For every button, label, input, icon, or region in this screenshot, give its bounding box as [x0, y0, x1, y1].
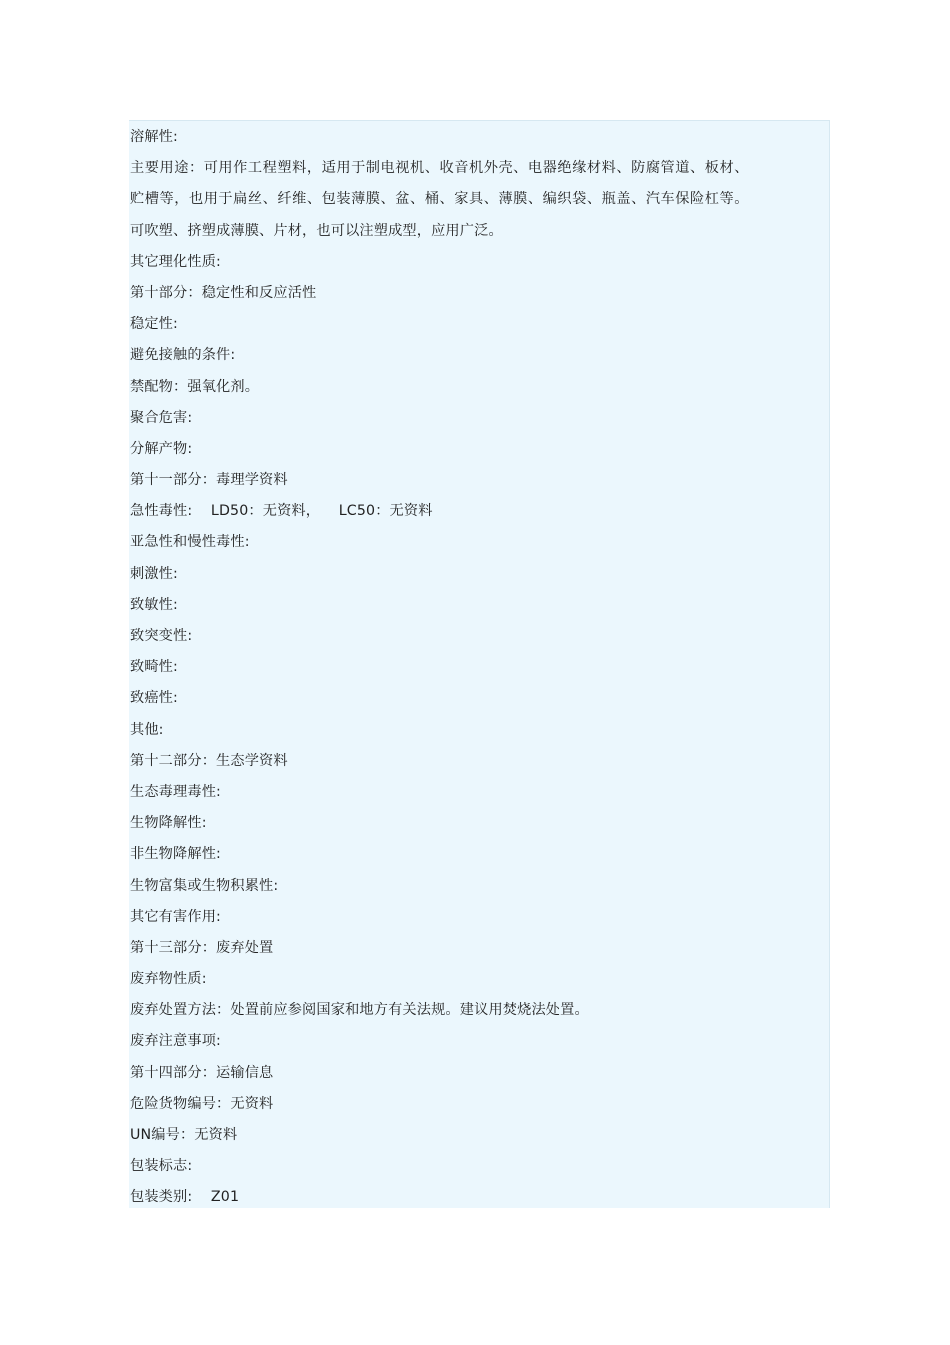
line-main-uses-cont: 贮槽等，也用于扁丝、纤维、包装薄膜、盆、桶、家具、薄膜、编织袋、瓶盖、汽车保险杠等。 [130, 191, 749, 208]
line-acute-toxicity: 急性毒性: LD50：无资料， LC50：无资料 [130, 503, 433, 520]
section-13-heading: 第十三部分：废弃处置 [130, 939, 274, 956]
line-decomposition-products: 分解产物: [130, 440, 193, 457]
line-bioaccumulation: 生物富集或生物积累性: [130, 877, 279, 894]
line-incompatible-materials: 禁配物：强氧化剂。 [130, 378, 260, 395]
line-other: 其他: [130, 721, 164, 738]
line-packaging-mark: 包装标志: [130, 1158, 193, 1175]
line-main-uses: 主要用途：可用作工程塑料，适用于制电视机、收音机外壳、电器绝缘材料、防腐管道、板材、 [130, 160, 749, 177]
line-biodegradability: 生物降解性: [130, 815, 207, 832]
line-un-number: UN编号：无资料 [130, 1127, 238, 1143]
line-other-physchem: 其它理化性质: [130, 253, 221, 270]
line-stability: 稳定性: [130, 316, 178, 333]
section-10-heading: 第十部分：稳定性和反应活性 [130, 284, 317, 301]
line-carcinogenicity: 致癌性: [130, 690, 178, 707]
line-polymerization-hazard: 聚合危害: [130, 409, 193, 426]
document-text-lines [130, 122, 830, 1214]
line-dangerous-goods-number: 危险货物编号：无资料 [130, 1095, 274, 1112]
section-11-heading: 第十一部分：毒理学资料 [130, 472, 288, 489]
line-teratogenicity: 致畸性: [130, 659, 178, 676]
line-disposal-precautions: 废弃注意事项: [130, 1033, 221, 1050]
section-14-heading: 第十四部分：运输信息 [130, 1064, 274, 1081]
line-processing: 可吹塑、挤塑成薄膜、片材，也可以注塑成型，应用广泛。 [130, 222, 503, 239]
section-12-heading: 第十二部分：生态学资料 [130, 752, 288, 769]
line-other-adverse-effects: 其它有害作用: [130, 908, 221, 925]
line-disposal-method: 废弃处置方法：处置前应参阅国家和地方有关法规。建议用焚烧法处置。 [130, 1002, 589, 1019]
line-mutagenicity: 致突变性: [130, 628, 193, 644]
line-non-biodegradability: 非生物降解性: [130, 846, 221, 863]
line-irritation: 刺激性: [130, 565, 178, 582]
line-subacute-chronic-toxicity: 亚急性和慢性毒性: [130, 534, 250, 551]
line-waste-nature: 废弃物性质: [130, 971, 207, 988]
line-conditions-to-avoid: 避免接触的条件: [130, 347, 236, 364]
line-sensitization: 致敏性: [130, 596, 178, 613]
line-ecotoxicity: 生态毒理毒性: [130, 783, 221, 800]
line-solubility: 溶解性: [130, 129, 178, 145]
line-packaging-category: 包装类别: Z01 [130, 1189, 240, 1206]
